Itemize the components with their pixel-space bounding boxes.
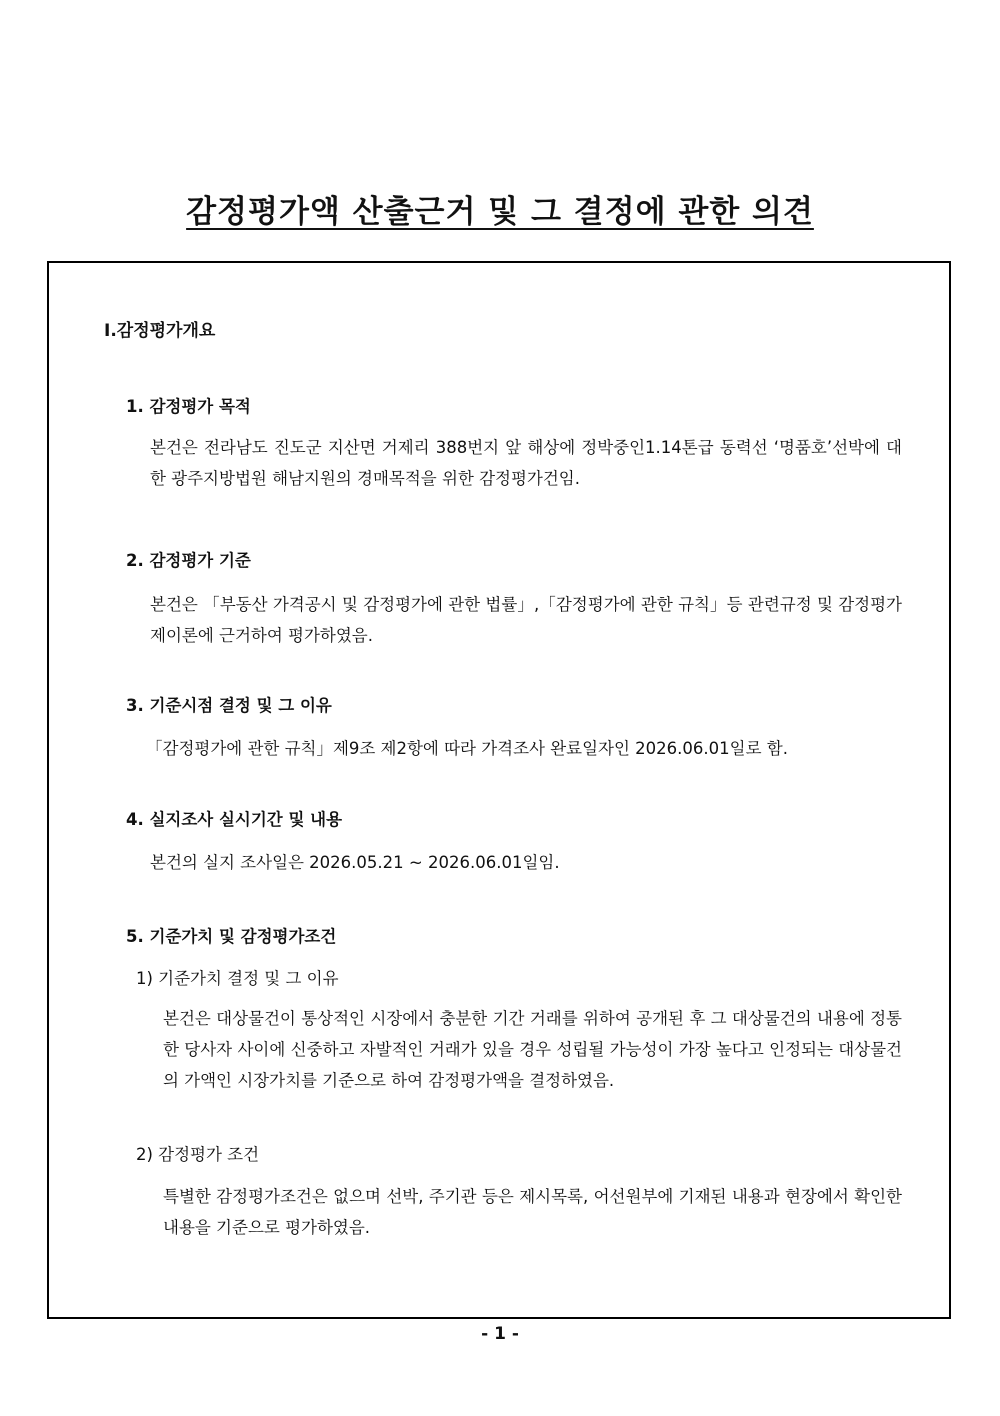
subitem-2-body: 특별한 감정평가조건은 없으며 선박, 주기관 등은 제시목록, 어선원부에 기재된 내용과 현장에서 확인한 내용을 기준으로 평가하였음. bbox=[163, 1187, 902, 1237]
item-2-body: 본건은 「부동산 가격공시 및 감정평가에 관한 법률」,「감정평가에 관한 규칙」등 관련규정 및 감정평가 제이론에 근거하여 평가하였음. bbox=[150, 595, 902, 645]
item-1-body: 본건은 전라남도 진도군 지산면 거제리 388번지 앞 해상에 정박중인1.14톤급 동력선 ‘명품호’선박에 대한 광주지방법원 해남지원의 경매목적을 위한 감정평가건임. bbox=[150, 438, 902, 488]
document-title: 감정평가액 산출근거 및 그 결정에 관한 의견 bbox=[186, 194, 814, 230]
item-3-body: 「감정평가에 관한 규칙」제9조 제2항에 따라 가격조사 완료일자인 2026.06.01일로 함. bbox=[146, 739, 788, 758]
item-4-heading: 4. 실지조사 실시기간 및 내용 bbox=[126, 810, 343, 829]
section-heading: Ⅰ.감정평가개요 bbox=[104, 321, 216, 341]
item-2-heading: 2. 감정평가 기준 bbox=[126, 551, 251, 570]
page-number: - 1 - bbox=[481, 1324, 519, 1344]
item-1-heading: 1. 감정평가 목적 bbox=[126, 397, 251, 416]
item-4-body: 본건의 실지 조사일은 2026.05.21 ~ 2026.06.01일임. bbox=[150, 853, 560, 872]
item-5-heading: 5. 기준가치 및 감정평가조건 bbox=[126, 927, 337, 946]
subitem-1-body: 본건은 대상물건이 통상적인 시장에서 충분한 기간 거래를 위하여 공개된 후 그 대상물건의 내용에 정통한 당사자 사이에 신중하고 자발적인 거래가 있을 경우 성립될 가능성이 가장 높다고 인정되는 대상물건의 가액인 시장가치를 기준으로 하여 감정평가액을 결정하였음. bbox=[163, 1009, 902, 1090]
subitem-2-heading: 2) 감정평가 조건 bbox=[136, 1145, 260, 1164]
item-3-heading: 3. 기준시점 결정 및 그 이유 bbox=[126, 696, 332, 715]
subitem-1-heading: 1) 기준가치 결정 및 그 이유 bbox=[136, 969, 339, 988]
